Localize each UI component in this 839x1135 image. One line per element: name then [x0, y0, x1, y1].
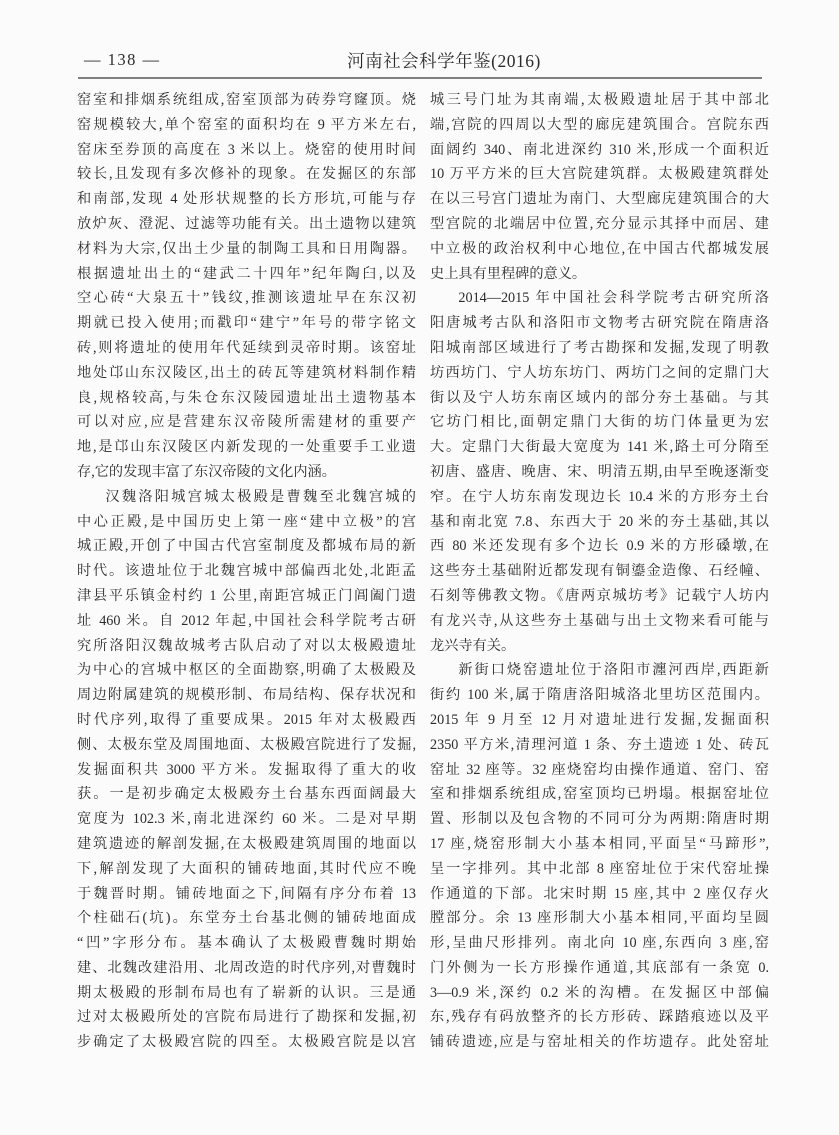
text-line-right-6: 中立极的政治权利中心地位,在中国古代都城发展: [430, 240, 769, 257]
text-line-left-35: 建、北魏改建沿用、北周改造的时代序列,对曹魏时: [77, 959, 416, 976]
text-line-right-11: 坊西坊门、宁人坊东坊门、两坊门之间的定鼎门大: [430, 364, 769, 381]
text-line-left-27: 发掘面积共 3000 平方米。发掘取得了重大的收: [77, 761, 416, 778]
page-header: [78, 48, 768, 74]
text-line-left-20: 津县平乐镇金村约 1 公里,南距宫城正门阊阖门遗: [77, 587, 416, 604]
text-line-right-14: 大。定鼎门大街最大宽度为 141 米,路土可分隋至: [430, 439, 769, 456]
text-line-right-28: 室和排烟系统组成,窑室顶均已坍塌。根据窑址位: [430, 786, 769, 803]
text-line-left-26: 侧、太极东堂及周围地面、太极殿宫院进行了发掘,: [77, 736, 416, 753]
text-line-right-35: 门外侧为一长方形操作通道,其底部有一条宽 0.: [430, 959, 769, 976]
text-line-right-16: 窄。在宁人坊东南发现边长 10.4 米的方形夯土台: [430, 488, 769, 505]
text-line-left-34: “凹”字形分布。基本确认了太极殿曹魏时期始: [77, 935, 416, 952]
text-line-right-15: 初唐、盛唐、晚唐、宋、明清五期,由早至晚逐渐变: [430, 463, 769, 480]
text-line-left-2: 窑床至券顶的高度在 3 米以上。烧窑的使用时间: [77, 141, 416, 158]
text-line-left-3: 较长,且发现有多次修补的现象。在发掘区的东部: [77, 166, 416, 183]
text-line-left-23: 为中心的宫城中枢区的全面勘察,明确了太极殿及: [77, 662, 416, 679]
text-line-right-1: 端,宫院的四周以大型的廊庑建筑围合。宫院东西: [430, 116, 769, 133]
text-line-left-4: 和南部,发现 4 处形状规整的长方形坑,可能与存: [77, 191, 416, 208]
text-line-left-7: 根据遗址出土的“建武二十四年”纪年陶臼,以及: [77, 265, 416, 282]
text-line-right-12: 街以及宁人坊东南区域内的部分夯土基础。与其: [430, 389, 769, 406]
text-line-left-30: 建筑遗迹的解剖发掘,在太极殿建筑周围的地面以: [77, 835, 416, 852]
text-line-left-9: 期就已投入使用;而戳印“建宁”年号的带字铭文: [77, 315, 416, 332]
text-line-right-10: 阳城南部区域进行了考古勘探和发掘,发现了明教: [430, 339, 769, 356]
text-line-left-22: 究所洛阳汉魏故城考古队启动了对以太极殿遗址: [77, 637, 416, 654]
text-line-right-27: 窑址 32 座等。32 座烧窑均由操作通道、窑门、窑: [430, 761, 769, 778]
text-line-left-5: 放炉灰、澄泥、过滤等功能有关。出土遗物以建筑: [77, 215, 416, 232]
text-line-right-17: 基和南北宽 7.8、东西大于 20 米的夯土基础,其以: [430, 513, 769, 530]
header-rule: [78, 77, 762, 79]
text-line-left-25: 时代序列,取得了重要成果。2015 年对太极殿西: [77, 711, 416, 728]
text-line-right-0: 城三号门址为其南端,太极殿遗址居于其中部北: [430, 92, 769, 108]
text-line-left-10: 砖,则将遗址的使用年代延续到灵帝时期。该窑址: [77, 339, 416, 356]
text-line-right-36: 3—0.9 米,深约 0.2 米的沟槽。在发掘区中部偏: [430, 984, 769, 1001]
text-line-right-30: 17 座,烧窑形制大小基本相同,平面呈“马蹄形”,: [430, 835, 769, 852]
text-line-left-8: 空心砖“大泉五十”钱纹,推测该遗址早在东汉初: [77, 290, 416, 307]
text-line-left-11: 地处邙山东汉陵区,出土的砖瓦等建筑材料制作精: [77, 364, 416, 381]
text-line-left-31: 下,解剖发现了大面积的铺砖地面,其时代应不晚: [77, 860, 416, 877]
text-line-left-0: 窑室和排烟系统组成,窑室顶部为砖券穹窿顶。烧: [77, 92, 416, 108]
text-line-left-21: 址 460 米。自 2012 年起,中国社会科学院考古研: [77, 612, 416, 629]
text-line-right-31: 呈一字排列。其中北部 8 座窑址位于宋代窑址操: [430, 860, 769, 877]
text-line-right-29: 置、形制以及包含物的不同可分为两期:隋唐时期: [430, 811, 769, 828]
text-line-right-18: 西 80 米还发现有多个边长 0.9 米的方形磉墩,在: [430, 538, 769, 555]
right-column: [430, 88, 769, 1055]
text-line-left-29: 宽度为 102.3 米,南北进深约 60 米。二是对早期: [77, 811, 416, 828]
text-line-left-24: 周边附属建筑的规模形制、布局结构、保存状况和: [77, 687, 416, 704]
text-line-right-32: 作通道的下部。北宋时期 15 座,其中 2 座仅存火: [430, 885, 769, 902]
text-line-left-37: 过对太极殿所处的宫院布局进行了勘探和发掘,初: [77, 1009, 416, 1026]
text-line-left-12: 良,规格较高,与朱仓东汉陵园遗址出土遗物基本: [77, 389, 416, 406]
text-line-right-26: 2350 平方米,清理河道 1 条、夯土遗迹 1 处、砖瓦: [430, 736, 769, 753]
text-line-left-36: 期太极殿的形制布局也有了崭新的认识。三是通: [77, 984, 416, 1001]
journal-title: 河南社会科学年鉴(2016): [347, 51, 541, 71]
text-line-left-18: 城正殿,开创了中国古代宫室制度及都城布局的新: [77, 538, 416, 555]
text-line-left-1: 窑规模较大,单个窑室的面积均在 9 平方米左右,: [77, 116, 416, 133]
text-line-right-8: 2014—2015 年中国社会科学院考古研究所洛: [458, 290, 769, 307]
text-line-right-25: 2015 年 9 月至 12 月对遗址进行发掘,发掘面积: [430, 711, 769, 728]
text-line-right-4: 在以三号宫门遗址为南门、大型廊庑建筑围合的大: [430, 191, 769, 208]
text-line-right-19: 这些夯土基础附近都发现有铜鎏金造像、石经幢、: [430, 563, 769, 580]
text-line-left-32: 于魏晋时期。铺砖地面之下,间隔有序分布着 13: [77, 885, 416, 902]
text-line-left-28: 获。一是初步确定太极殿夯土台基东西面阔最大: [77, 786, 416, 803]
text-line-left-15: 存,它的发现丰富了东汉帝陵的文化内涵。: [77, 463, 336, 480]
left-column: [77, 88, 416, 1055]
page-number: — 138 —: [84, 50, 161, 69]
text-line-right-22: 龙兴寺有关。: [430, 637, 516, 654]
text-line-right-7: 史上具有里程碑的意义。: [430, 265, 587, 282]
text-line-right-21: 有龙兴寺,从这些夯土基础与出土文物来看可能与: [430, 612, 769, 629]
text-line-left-16: 汉魏洛阳城宫城太极殿是曹魏至北魏宫城的: [105, 488, 416, 505]
text-line-right-23: 新街口烧窑遗址位于洛阳市瀍河西岸,西距新: [458, 662, 769, 679]
text-line-right-20: 石刻等佛教文物。《唐两京城坊考》记载宁人坊内: [430, 587, 769, 604]
text-line-left-13: 可以对应,应是营建东汉帝陵所需建材的重要产: [77, 414, 416, 431]
text-line-left-33: 个柱础石(坑)。东堂夯土台基北侧的铺砖地面成: [77, 910, 416, 927]
text-line-left-6: 材料为大宗,仅出土少量的制陶工具和日用陶器。: [77, 240, 416, 257]
text-line-right-33: 膛部分。余 13 座形制大小基本相同,平面均呈圆: [430, 910, 769, 927]
text-line-left-38: 步确定了太极殿宫院的四至。太极殿宫院是以宫: [77, 1034, 416, 1051]
text-line-right-9: 阳唐城考古队和洛阳市文物考古研究院在隋唐洛: [430, 315, 769, 332]
text-line-left-17: 中心正殿,是中国历史上第一座“建中立极”的宫: [77, 513, 416, 530]
text-line-left-14: 地,是邙山东汉陵区内新发现的一处重要手工业遗: [77, 439, 416, 456]
text-line-right-3: 10 万平方米的巨大宫院建筑群。太极殿建筑群处: [430, 166, 769, 183]
text-line-right-5: 型宫院的北端居中位置,充分显示其择中而居、建: [430, 215, 769, 232]
text-line-right-38: 铺砖遗迹,应是与窑址相关的作坊遗存。此处窑址: [430, 1034, 769, 1051]
text-line-right-13: 它坊门相比,面朝定鼎门大街的坊门体量更为宏: [430, 414, 769, 431]
text-line-right-34: 形,呈曲尺形排列。南北向 10 座,东西向 3 座,窑: [430, 935, 769, 952]
text-line-right-37: 东,残存有码放整齐的长方形砖、踩踏痕迹以及平: [430, 1009, 769, 1026]
text-line-right-24: 街约 100 米,属于隋唐洛阳城洛北里坊区范围内。: [430, 687, 769, 704]
text-line-right-2: 面阔约 340、南北进深约 310 米,形成一个面积近: [430, 141, 769, 158]
text-columns: [77, 88, 769, 1055]
text-line-left-19: 时代。该遗址位于北魏宫城中部偏西北处,北距孟: [77, 563, 416, 580]
